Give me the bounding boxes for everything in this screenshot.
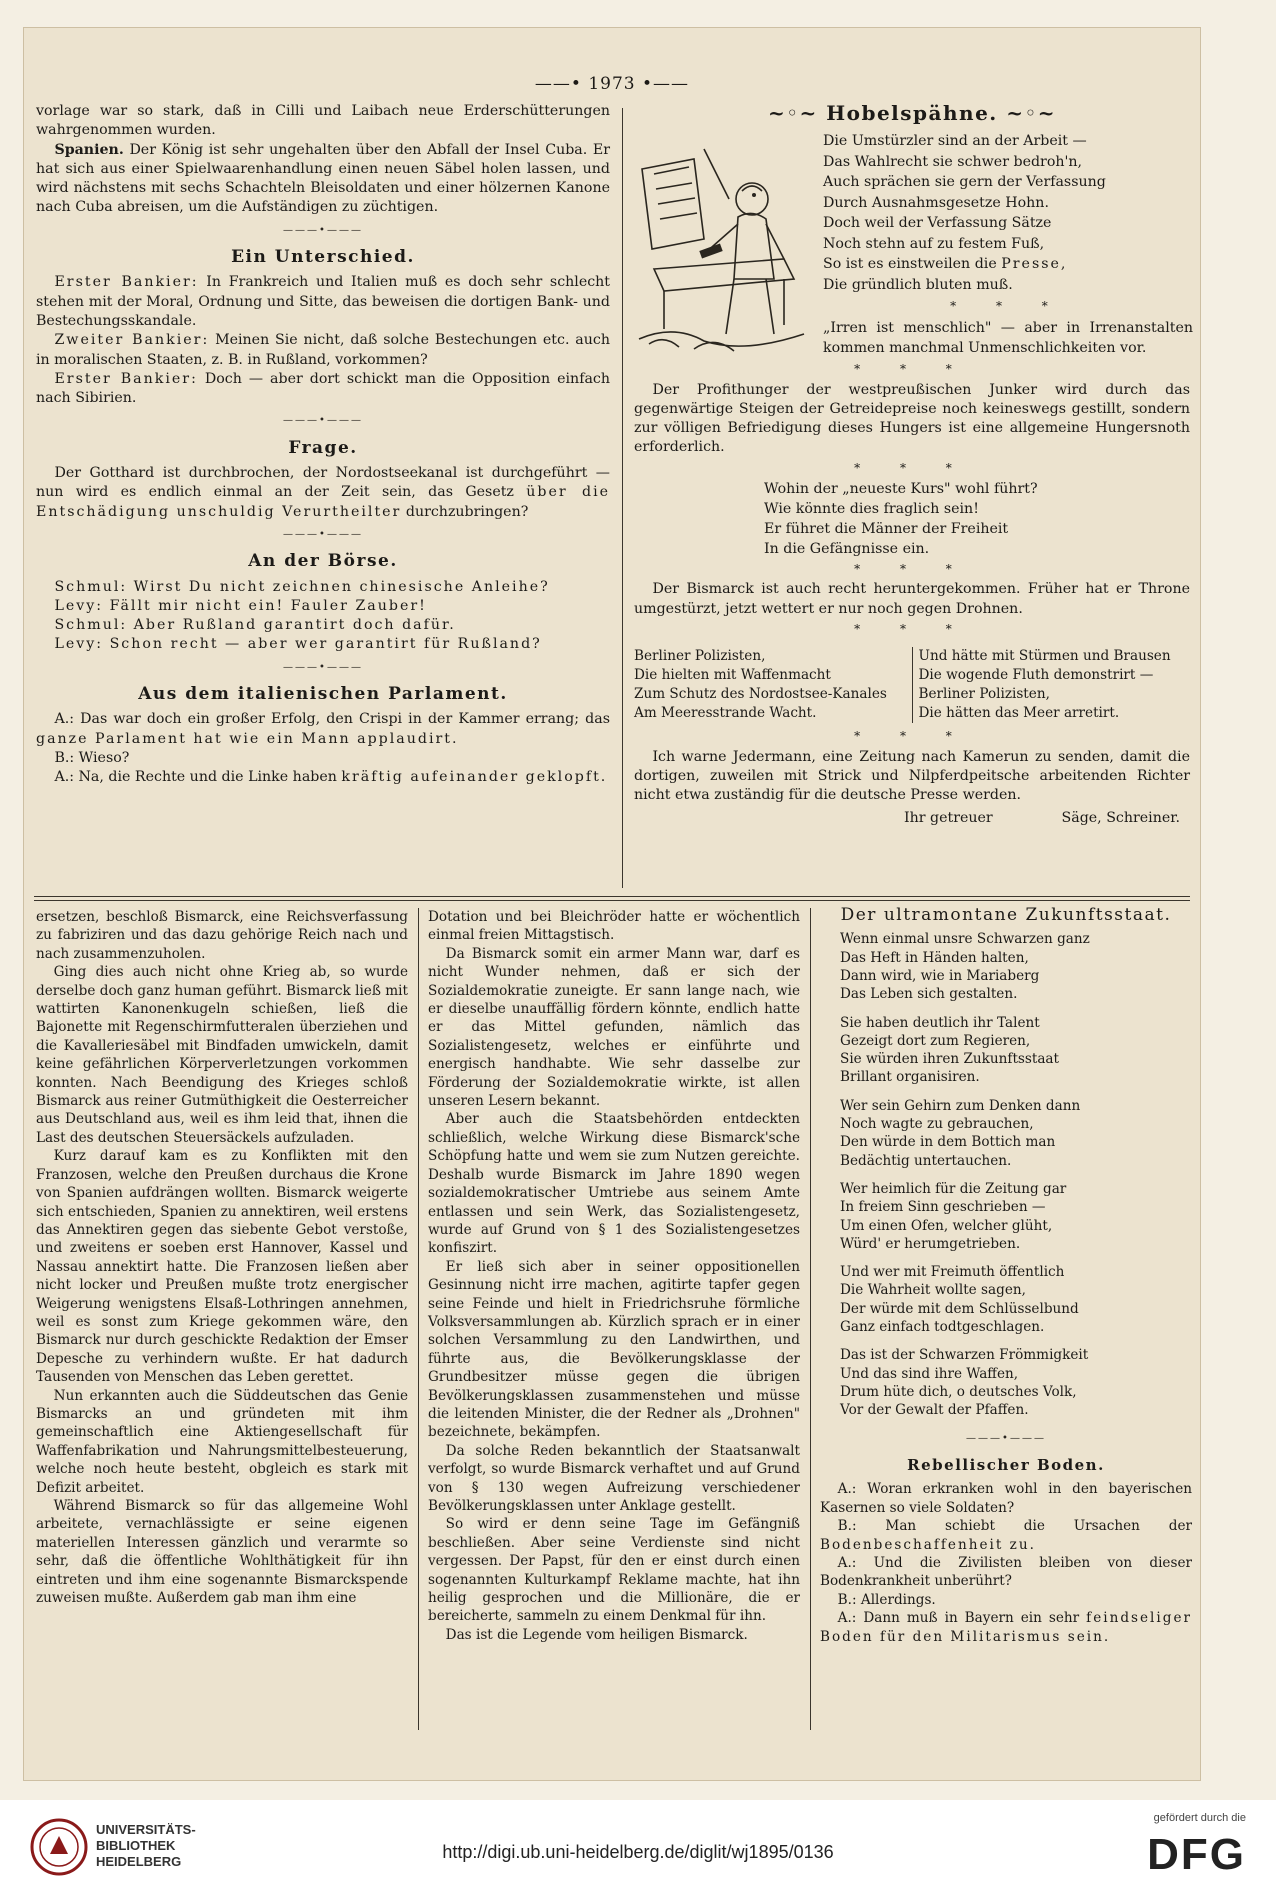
stanza [840, 1263, 1192, 1336]
poem-zukunftsstaat [820, 930, 1192, 1419]
verse-line: Ganz einfach todtgeschlagen. [840, 1319, 1045, 1336]
body-paragraph: Das ist die Legende vom heiligen Bismarck. [445, 1626, 748, 1643]
verse-line: Bedächtig untertauchen. [840, 1152, 1012, 1169]
body-paragraph: Da Bismarck somit ein armer Mann war, darf es nicht Wunder nehmen, daß er sich der Sozialdemokratie zuneigte. Er sann lange nach, wie er dieselbe unauffällig fördern könnte, endlich hatte er das Mittel gefunden, nämlich das Sozialistengesetz, welches er einführte und energisch handhabte. Wie sehr dasselbe zur Förderung der Sozialdemokratie wirkte, ist allen unseren Lesern bekannt. [428, 945, 800, 1110]
body-paragraph: Nun erkannten auch die Süddeutschen das Genie Bismarcks an und gründeten mit ihm gemeinschaftlich eine Aktiengesellschaft für Waffenfabrikation und Nahrungsmittelbesteuerung, welche noch heute besteht, obgleich es stark mit Defizit arbeitet. [36, 1387, 408, 1496]
verse-line: So ist es einstweilen die Presse, [823, 256, 1068, 273]
stanza [840, 1097, 1192, 1170]
funded-by-label: gefördert durch die [1153, 1812, 1246, 1824]
body-paragraph: Aber auch die Staatsbehörden entdeckten schließlich, welche Wirkung diese Bismarck'sche Schöpfung hatte und wem sie zum Nutzen gereichte. Deshalb wurde Bismarck im Jahre 1890 wegen sozialdemokratischer Umtriebe aus seinem Amte entlassen und sein Werk, das Sozialistengesetz, wurde auf Grund von § 1 des Sozialistengesetzes konfiszirt. [428, 1111, 800, 1257]
bottom-column-1 [36, 908, 408, 1607]
heading-hobelspaehne: ~◦~ Hobelspähne. ~◦~ [767, 101, 1057, 125]
poem-umstuerzler [809, 129, 1193, 359]
source-url[interactable]: http://digi.ub.uni-heidelberg.de/diglit/wj1895/0136 [442, 1842, 834, 1862]
stanza [840, 1180, 1192, 1253]
verse-line: Drum hüte dich, o deutsches Volk, [840, 1383, 1077, 1400]
dfg-logo: DFG [1147, 1830, 1246, 1879]
boerse-line: Levy: Schon recht — aber wer garantirt für Rußland? [54, 636, 542, 653]
verse-line: Die hielten mit Waffenmacht [634, 667, 831, 684]
verse-line: Noch stehn auf zu festem Fuß, [823, 235, 1045, 252]
dialog-line: A.: Und die Zivilisten bleiben von dieser Bodenkrankheit unberührt? [820, 1554, 1192, 1590]
verse-line: Wer heimlich für die Zeitung gar [840, 1180, 1067, 1197]
separator: ———•——— [283, 528, 363, 540]
stars-separator: * * * [950, 299, 1066, 314]
poem-kurs [634, 479, 1190, 559]
verse-line: Das Leben sich gestalten. [840, 986, 1018, 1003]
heading-unterschied: Ein Unterschied. [231, 247, 415, 268]
column-rule [810, 908, 811, 1730]
verse-line: Wie könnte dies fraglich sein! [764, 501, 979, 518]
top-left-column [36, 102, 610, 788]
verse-line: Am Meeresstrande Wacht. [634, 705, 817, 722]
intro-paragraph: vorlage war so stark, daß in Cilli und Laibach neue Erderschütterungen wahrgenommen wurden. [36, 103, 610, 139]
stanza [840, 1346, 1192, 1419]
spain-paragraph: Spanien. Der König ist sehr ungehalten über den Abfall der Insel Cuba. Er hat sich aus einer Spielwaarenhandlung einen neuen Säbel holen lassen, und wird nächstens mit sechs Schachteln Bleisoldaten und einer hölzernen Kanone nach Cuba abreisen, um die Aufständigen zu züchtigen. [36, 141, 611, 216]
verse-line: Das ist der Schwarzen Frömmigkeit [840, 1347, 1089, 1364]
stanza [840, 1014, 1192, 1087]
verse-line: Und wer mit Freimuth öffentlich [840, 1264, 1065, 1281]
boerse-line: Schmul: Wirst Du nicht zeichnen chinesische Anleihe? [54, 578, 550, 595]
verse-line: Sie würden ihren Zukunftsstaat [840, 1051, 1059, 1068]
verse-line: Die gründlich bluten muß. [823, 276, 1013, 293]
verse-line: Sie haben deutlich ihr Talent [840, 1014, 1040, 1031]
warning-paragraph: Ich warne Jedermann, eine Zeitung nach Kamerun zu senden, damit die dortigen, zuweilen mit Strick und Nilpferdpeitsche arbeitenden Richter nicht etwa zuständig für die deutsche Presse werden. [634, 748, 1190, 804]
verse-line: Er führet die Männer der Freiheit [764, 521, 1009, 538]
heading-parlament: Aus dem italienischen Parlament. [138, 684, 508, 705]
parlament-line: A.: Na, die Rechte und die Linke haben kräftig aufeinander geklopft. [54, 769, 608, 786]
stars-separator: * * * [854, 362, 970, 377]
verse-line: Um einen Ofen, welcher glüht, [840, 1217, 1053, 1234]
parlament-line: B.: Wieso? [54, 749, 130, 766]
top-right-column [634, 101, 1193, 829]
verse-line: Wenn einmal unsre Schwarzen ganz [840, 931, 1090, 948]
heading-frage: Frage. [288, 437, 358, 458]
verse-line: Die Wahrheit wollte sagen, [840, 1282, 1026, 1299]
column-rule [622, 108, 623, 888]
dialog-line: Zweiter Bankier: Meinen Sie nicht, daß solche Bestechungen etc. auch in moralischen Staaten, z. B. in Rußland, vorkommen? [36, 332, 610, 368]
verse-line: In die Gefängnisse ein. [764, 541, 930, 558]
verse-line: Das Heft in Händen halten, [840, 949, 1029, 966]
boerse-line: Levy: Fällt mir nicht ein! Fauler Zauber! [54, 597, 427, 614]
stanza [840, 930, 1192, 1003]
verse-line: Dann wird, wie in Mariaberg [840, 968, 1040, 984]
stars-separator: * * * [854, 562, 970, 577]
page-number: ——• 1973 •—— [534, 74, 690, 94]
body-paragraph: Da solche Reden bekanntlich der Staatsanwalt verfolgt, so wurde Bismarck verhaftet und auf Grund von § 130 wegen Aufreizung verschiedener Bevölkerungsklassen unter Anklage gestellt. [428, 1442, 800, 1514]
frage-paragraph: Der Gotthard ist durchbrochen, der Nordostseekanal ist durchgeführt — nun wird es endlich einmal an der Zeit sein, das Gesetz über die Entschädigung unschuldig Verurtheilter durchzubringen? [36, 465, 610, 520]
bottom-column-3 [820, 904, 1192, 1646]
column-rule [418, 908, 419, 1730]
heading-boerse: An der Börse. [248, 551, 398, 572]
verse-line: Den würde in dem Bottich man [840, 1134, 1056, 1151]
body-paragraph: Ging dies auch nicht ohne Krieg ab, so wurde derselbe doch ganz human geführt. Bismarck ließ mit wattirten Kanonenkugeln schießen, ließ die Bajonette mit Regenschirmfutteralen überziehen und die Kavalleriesäbel mit Bindfaden umwickeln, damit keine gefährlichen Körperverletzungen vorkommen konnten. Nach Beendigung des Krieges schloß Bismarck aus reiner Gutmüthigkeit die Oesterreicher aus Deutschland aus, weil es ihm leid that, ihnen die Last des deutschen Steuersäckels aufzuladen. [36, 964, 408, 1146]
verse-line: Zum Schutz des Nordostsee-Kanales [634, 686, 887, 703]
signature-name: Säge, Schreiner. [1061, 810, 1180, 827]
section-rule [34, 900, 1190, 901]
dialog-line: B.: Man schiebt die Ursachen der Bodenbeschaffenheit zu. [820, 1518, 1192, 1553]
verse-line: Gezeigt dort zum Regieren, [840, 1032, 1031, 1049]
newspaper-page [24, 28, 1200, 1780]
stars-separator: * * * [854, 621, 970, 636]
verse-line: Durch Ausnahmsgesetze Hohn. [823, 194, 1049, 211]
verse-line: Brillant organisiren. [840, 1069, 980, 1086]
dialog-line: B.: Allerdings. [837, 1591, 936, 1608]
verse-line: Das Wahlrecht sie schwer bedroh'n, [823, 153, 1083, 170]
dialog-line: A.: Woran erkranken wohl in den bayerischen Kasernen so viele Soldaten? [820, 1481, 1192, 1516]
separator: ———•——— [283, 224, 363, 236]
library-name-line: UNIVERSITÄTS- [96, 1822, 196, 1837]
verse-line: Und das sind ihre Waffen, [840, 1365, 1019, 1382]
section-rule [34, 896, 1190, 897]
body-paragraph: ersetzen, beschloß Bismarck, eine Reichsverfassung zu fabriziren und das dazu gehörige Reich nach und nach zusammenzuholen. [36, 909, 408, 962]
bottom-column-2 [428, 908, 800, 1644]
digitization-footer [0, 1800, 1276, 1903]
library-name-line: HEIDELBERG [96, 1854, 182, 1869]
dialog-line: Erster Bankier: Doch — aber dort schickt man die Opposition einfach nach Sibirien. [36, 370, 610, 407]
boerse-line: Schmul: Aber Rußland garantirt doch dafür. [54, 617, 456, 634]
verse-line: Wer sein Gehirn zum Denken dann [840, 1097, 1081, 1114]
verse-line: Berliner Polizisten, [634, 648, 766, 665]
body-paragraph: So wird er denn seine Tage im Gefängniß beschließen. Aber seine Verdienste sind nicht vergessen. Der Papst, für den er einst durch einen sogenannten Kulturkampf Reklame machte, hat ihn heilig gesprochen und die Millionäre, die er bereicherte, sammeln zu einem Denkmal für ihn. [428, 1516, 800, 1625]
irren-paragraph: „Irren ist menschlich" — aber in Irrenanstalten kommen manchmal Unmenschlichkeiten vor. [823, 319, 1193, 357]
verse-line: Doch weil der Verfassung Sätze [823, 215, 1052, 232]
heading-zukunftsstaat: Der ultramontane Zukunftsstaat. [840, 905, 1172, 925]
body-paragraph: Dotation und bei Bleichröder hatte er wöchentlich einmal freien Mittagstisch. [428, 909, 800, 944]
signature [634, 809, 1190, 828]
body-paragraph: Während Bismarck so für das allgemeine Wohl arbeitete, vernachlässigte er seine eigenen materiellen Interessen gänzlich und verarmte so sehr, daß die öffentliche Wohlthätigkeit für ihn eintreten und ihm eine sogenannte Bismarckspende zuweisen mußte. Außerdem gab man ihm eine [36, 1498, 408, 1607]
separator: ———•——— [966, 1432, 1046, 1444]
police-poem [634, 647, 1190, 723]
verse-line: Noch wagte zu gebrauchen, [840, 1116, 1034, 1133]
verse-line: Berliner Polizisten, [918, 686, 1050, 703]
separator: ———•——— [283, 661, 363, 673]
body-paragraph: Er ließ sich aber in seiner oppositionellen Gesinnung nicht irre machen, agitirte tapfer gegen seine Feinde und hielt in Friedrichsruhe förmliche Volksversammlungen ab. Kürzlich sprach er in einer solchen Versammlung zu den Landwirthen, und führte aus, die Bevölkerungsklasse der Grundbesitzer müsse gegen die übrigen Bevölkerungsklassen zusammenstehen und müsse die leitenden Minister, die der Redner als „Drohnen" bezeichnete, bekämpfen. [428, 1258, 800, 1441]
separator: ———•——— [283, 415, 363, 427]
verse-line: Und hätte mit Stürmen und Brausen [918, 648, 1171, 665]
profit-paragraph: Der Profithunger der westpreußischen Junker wird durch das gegenwärtige Steigen der Getreidepreise noch keineswegs gestillt, sondern zur völligen Befriedigung dieses Hungers ist eine allgemeine Hungersnoth erforderlich. [634, 381, 1190, 456]
heading-boden: Rebellischer Boden. [907, 1455, 1105, 1474]
verse-line: Vor der Gewalt der Pfaffen. [840, 1402, 1029, 1419]
stars-separator: * * * [854, 460, 970, 475]
verse-line: Würd' er herumgetrieben. [840, 1235, 1021, 1252]
verse-line: Wohin der „neueste Kurs" wohl führt? [764, 481, 1038, 498]
verse-line: Die Umstürzler sind an der Arbeit — [823, 133, 1087, 150]
verse-line: In freiem Sinn geschrieben — [840, 1199, 1046, 1216]
signature-greeting: Ihr getreuer [904, 810, 993, 827]
dialog-line: Erster Bankier: In Frankreich und Italien muß es doch sehr schlecht stehen mit der Moral, Ordnung und Sitte, das beweisen die dortigen Bank- und Bestechungsskandale. [36, 274, 610, 329]
bismarck-paragraph: Der Bismarck ist auch recht heruntergekommen. Früher hat er Throne umgestürzt, jetzt wettert er nur noch gegen Drohnen. [634, 581, 1190, 617]
stars-separator: * * * [854, 729, 970, 744]
dialog-line: A.: Dann muß in Bayern ein sehr feindseliger Boden für den Militarismus sein. [820, 1610, 1192, 1645]
verse-line: Auch sprächen sie gern der Verfassung [823, 174, 1106, 191]
carpenter-illustration [634, 129, 809, 359]
parlament-line: A.: Das war doch ein großer Erfolg, den Crispi in der Kammer errang; das ganze Parlament hat wie ein Mann applaudirt. [36, 711, 610, 747]
police-poem-left [634, 647, 913, 723]
body-paragraph: Kurz darauf kam es zu Konflikten mit den Franzosen, welche den Preußen durchaus die Krone von Spanien aufdrängen wollten. Bismarck weigerte sich entschieden, Spanien zu annektiren, weil erstens das Annektiren gegen das siebente Gebot verstoße, und zweitens er soeben erst Hannover, Kassel und Nassau annektirt hatte. Die Franzosen ließen aber nicht locker und Preußen mußte trotz energischer Weigerung wenigstens Elsaß-Lothringen annehmen, weil es sonst zum Kriege gekommen wäre, den Bismarck nur durch geschickte Redaktion der Emser Depesche zu verhindern wußte. Er hat dadurch Tausenden von Menschen das Leben gerettet. [36, 1148, 408, 1386]
police-poem-right [913, 647, 1191, 723]
verse-line: Die hätten das Meer arretirt. [918, 705, 1120, 722]
library-name-line: BIBLIOTHEK [96, 1838, 176, 1853]
verse-line: Der würde mit dem Schlüsselbund [840, 1300, 1079, 1317]
verse-line: Die wogende Fluth demonstrirt — [918, 667, 1154, 684]
